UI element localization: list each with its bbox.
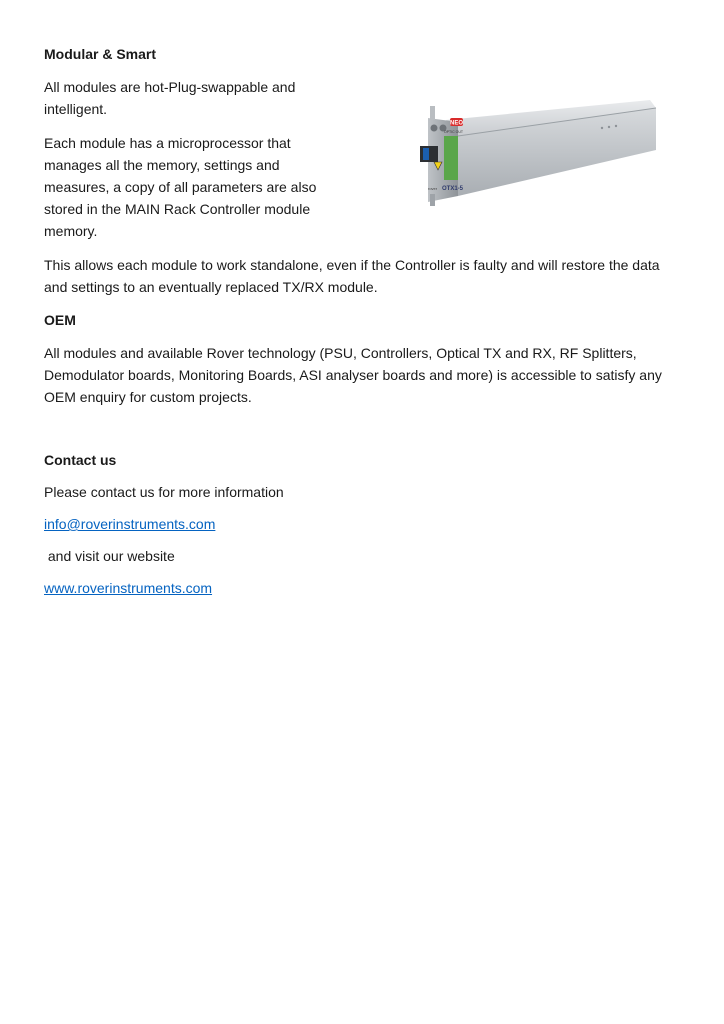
contact-intro: Please contact us for more information: [44, 484, 284, 500]
modular-paragraph-3: This allows each module to work standalone, even if the Controller is faulty and will restore the data and settings to an eventually replaced TX/RX module.: [44, 257, 660, 295]
visit-text: and visit our website: [44, 548, 175, 564]
sc-port-icon: [423, 148, 429, 160]
modular-paragraph-1: All modules are hot-Plug-swappable and intelligent.: [44, 79, 296, 117]
heading-modular-smart: Modular & Smart: [44, 46, 157, 62]
handle-screw-bottom: [430, 194, 435, 206]
led-icon: [608, 126, 610, 128]
email-link[interactable]: info@roverinstruments.com: [44, 516, 216, 532]
module-model-label: OTX1-5: [442, 186, 464, 192]
modular-paragraph-2: Each module has a microprocessor that manages all the memory, settings and measures, a copy of all parameters are also stored in the MAIN Rack Controller module memory.: [44, 135, 317, 239]
email-line: [44, 513, 215, 535]
website-line: [44, 577, 212, 599]
brand-label: rover: [428, 186, 438, 191]
module-illustration: [376, 98, 658, 208]
neo-badge: NEO: [449, 120, 464, 127]
heading-contact-us: Contact us: [44, 452, 117, 468]
website-link[interactable]: www.roverinstruments.com: [44, 580, 213, 596]
handle-screw-top: [430, 106, 435, 120]
oem-paragraph: All modules and available Rover technology (PSU, Controllers, Optical TX and RX, RF Splitters, Demodulator boards, Monitoring Boards, ASI analyser boards and more) is accessible to satisfy any OEM enquiry for custom projects.: [44, 345, 662, 405]
led-icon: [601, 127, 603, 129]
led-icon: [615, 125, 617, 127]
heading-oem: OEM: [44, 312, 76, 328]
connector-icon: [431, 125, 438, 132]
optic-panel: [444, 136, 458, 180]
optic-out-label: OPTIC OUT: [444, 130, 464, 134]
module-photo: [376, 98, 658, 208]
